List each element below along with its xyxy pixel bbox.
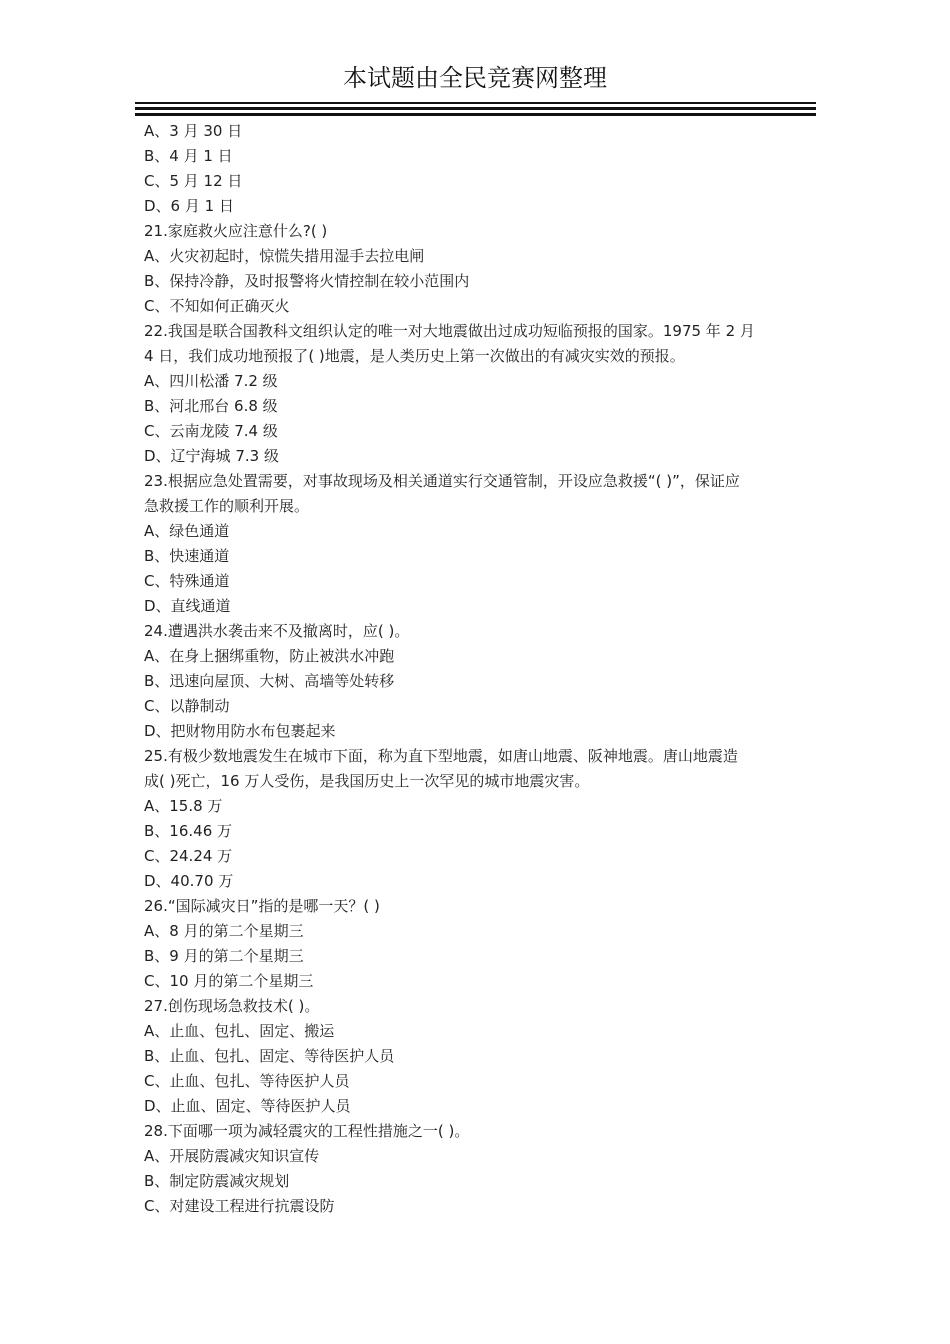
option-line: C、不知如何正确灭火 [144,297,290,315]
option-line: B、快速通道 [144,547,230,565]
option-line: D、直线通道 [144,597,231,615]
question-line: 27.创伤现场急救技术( )。 [144,997,320,1015]
option-line: B、9 月的第二个星期三 [144,947,304,965]
question-line: 21.家庭救火应注意什么?( ) [144,222,328,240]
option-line: A、止血、包扎、固定、搬运 [144,1022,335,1040]
question-line: 22.我国是联合国教科文组织认定的唯一对大地震做出过成功短临预报的国家。1975 年 2 月 [144,322,755,340]
question-line: 26.“国际减灾日”指的是哪一天？( ) [144,897,380,915]
option-line: A、四川松潘 7.2 级 [144,372,278,390]
option-line: D、把财物用防水布包裹起来 [144,722,336,740]
option-line: C、以静制动 [144,697,230,715]
option-line: C、24.24 万 [144,847,233,865]
option-line: C、止血、包扎、等待医护人员 [144,1072,350,1090]
question-line: 28.下面哪一项为减轻震灾的工程性措施之一( )。 [144,1122,470,1140]
option-line: A、3 月 30 日 [144,122,243,140]
header-divider-thick [135,107,816,110]
question-line: 25.有极少数地震发生在城市下面，称为直下型地震，如唐山地震、阪神地震。唐山地震造 [144,747,738,765]
option-line: B、4 月 1 日 [144,147,233,165]
question-line: 急救援工作的顺利开展。 [144,497,310,515]
option-line: C、10 月的第二个星期三 [144,972,314,990]
option-line: A、15.8 万 [144,797,223,815]
option-line: B、保持冷静，及时报警将火情控制在较小范围内 [144,272,470,290]
option-line: B、迅速向屋顶、大树、高墙等处转移 [144,672,395,690]
question-list [144,119,812,1219]
header-divider-thin [135,102,816,104]
question-line: 24.遭遇洪水袭击来不及撤离时，应( )。 [144,622,410,640]
option-line: A、8 月的第二个星期三 [144,922,304,940]
option-line: D、辽宁海城 7.3 级 [144,447,279,465]
option-line: D、止血、固定、等待医护人员 [144,1097,351,1115]
option-line: B、止血、包扎、固定、等待医护人员 [144,1047,395,1065]
option-line: D、40.70 万 [144,872,234,890]
option-line: C、云南龙陵 7.4 级 [144,422,278,440]
option-line: D、6 月 1 日 [144,197,234,215]
question-line: 成( )死亡，16 万人受伤，是我国历史上一次罕见的城市地震灾害。 [144,772,590,790]
option-line: C、特殊通道 [144,572,230,590]
option-line: A、开展防震减灾知识宣传 [144,1147,320,1165]
question-line: 4 日，我们成功地预报了( )地震，是人类历史上第一次做出的有减灾实效的预报。 [144,347,685,365]
option-line: B、河北邢台 6.8 级 [144,397,278,415]
option-line: B、制定防震减灾规划 [144,1172,290,1190]
header-divider-thick-lower [135,113,816,116]
page-header-title: 本试题由全民竞赛网整理 [343,64,607,92]
option-line: C、5 月 12 日 [144,172,243,190]
option-line: A、在身上捆绑重物，防止被洪水冲跑 [144,647,395,665]
option-line: A、火灾初起时，惊慌失措用湿手去拉电闸 [144,247,425,265]
option-line: A、绿色通道 [144,522,230,540]
option-line: C、对建设工程进行抗震设防 [144,1197,335,1215]
question-line: 23.根据应急处置需要，对事故现场及相关通道实行交通管制，开设应急救援“( )”，保证应 [144,472,740,490]
option-line: B、16.46 万 [144,822,233,840]
